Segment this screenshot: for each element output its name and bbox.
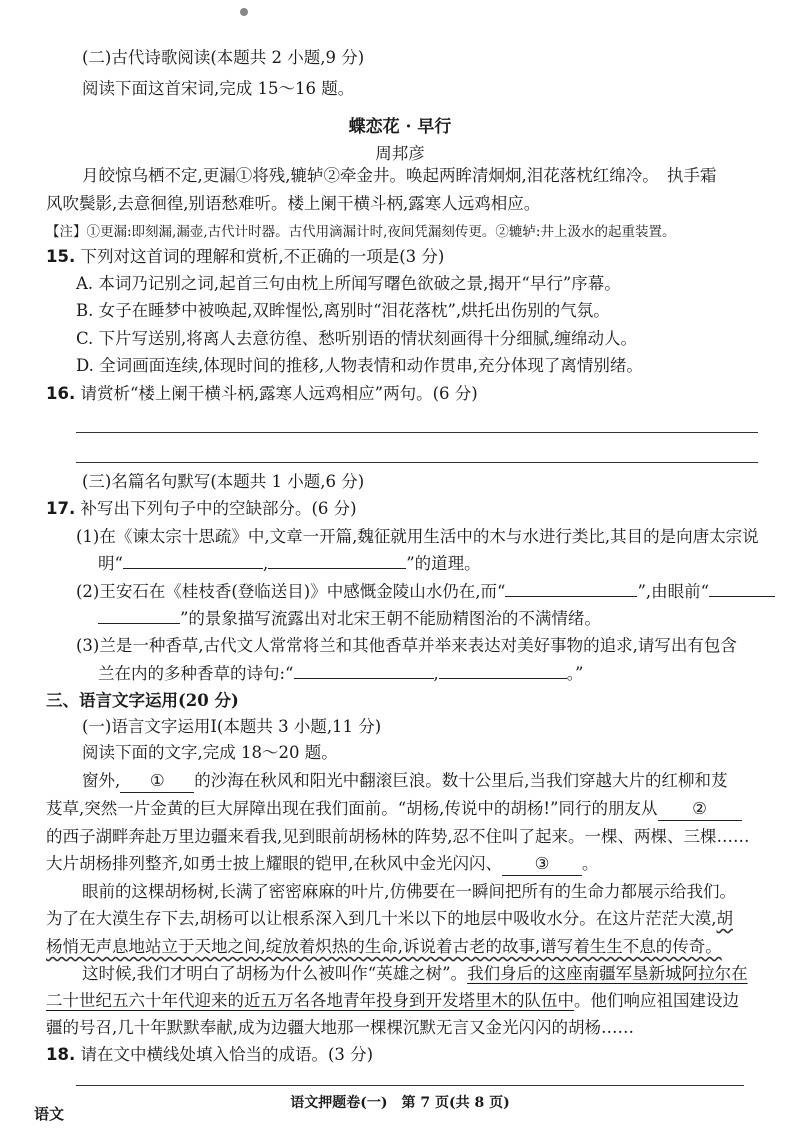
wavy-underlined-text: 胡 [716, 909, 733, 928]
passage-p1-line2: 芨草,突然一片金黄的巨大屏障出现在我们面前。“胡杨,传说中的胡杨!”同行的朋友从 ② [46, 798, 742, 821]
question-stem: 请在文中横线处填入恰当的成语。(3 分) [80, 1045, 374, 1064]
question-number: 17. [46, 499, 76, 518]
section-intro-language: 阅读下面的文字,完成 18～20 题。 [82, 743, 338, 762]
fill-blank[interactable] [123, 552, 263, 569]
subject-label: 语文 [34, 1105, 65, 1123]
fill-blank[interactable] [709, 580, 775, 597]
option-a: A. 本词乃记别之词,起首三句由枕上所闻写曙色欲破之景,揭开“早行”序幕。 [76, 274, 621, 293]
q17-part2-line2: ”的景象描写流露出对北宋王朝不能励精图治的不满情绪。 [98, 607, 601, 630]
poem-title: 蝶恋花 · 早行 [348, 117, 452, 137]
passage-p3-line1: 这时候,我们才明白了胡杨为什么被叫作“英雄之树”。我们身后的这座南疆军垦新城阿拉尔在 [82, 964, 748, 983]
answer-line [76, 1085, 744, 1086]
q17-part2-line1: (2)王安石在《桂枝香(登临送目)》中感慨金陵山水仍在,而“ ”,由眼前“ [76, 580, 775, 603]
blank-2[interactable]: ② [658, 798, 742, 821]
passage-p2-line3 [46, 936, 722, 958]
q17-part3-line1: (3)兰是一种香草,古代文人常常将兰和其他香草并举来表达对美好事物的追求,请写出有包含 [76, 636, 737, 655]
passage-p3-line2: 二十世纪五六十年代迎来的近五万名各地青年投身到开发塔里木的队伍中。他们响应祖国建设边 [46, 991, 739, 1010]
part-heading-language: 三、语言文字运用(20 分) [46, 691, 239, 710]
question-16 [46, 383, 478, 405]
poem-line-1: 月皎惊乌栖不定,更漏①将残,辘轳②牵金井。唤起两眸清炯炯,泪花落枕红绵冷。 执手霜 [82, 166, 717, 185]
fill-blank[interactable] [439, 662, 567, 679]
passage-p3-line3: 疆的号召,几十年默默奉献,成为边疆大地那一棵棵沉默无言又金光闪闪的胡杨…… [46, 1018, 634, 1037]
fill-blank[interactable] [98, 607, 180, 624]
option-b: B. 女子在睡梦中被唤起,双眸惺忪,离别时“泪花落枕”,烘托出伤别的气氛。 [76, 301, 610, 320]
fill-blank[interactable] [294, 662, 434, 679]
q17-part1-line2: 明“ , ”的道理。 [98, 554, 481, 573]
blank-1[interactable]: ① [120, 770, 194, 793]
fill-blank[interactable] [505, 580, 637, 597]
wavy-underlined-text: 杨悄无声息地站立于天地之间,绽放着炽热的生命,诉说着古老的故事,谱写着生生不息的传奇。 [46, 937, 722, 956]
question-number: 15. [46, 247, 76, 266]
q17-part3-line2: 兰在内的多种香草的诗句:“ , 。” [98, 664, 584, 683]
question-15 [46, 246, 444, 268]
poem-line-2: 风吹鬓影,去意徊徨,别语愁难听。楼上阑干横斗柄,露寒人远鸡相应。 [46, 194, 541, 213]
question-17 [46, 498, 357, 520]
answer-line [76, 432, 758, 433]
option-d: D. 全词画面连续,体现时间的推移,人物表情和动作贯串,充分体现了离情别绪。 [76, 356, 643, 375]
fill-blank[interactable] [268, 552, 406, 569]
poem-note: 【注】①更漏:即刻漏,漏壶,古代计时器。古代用滴漏计时,夜间凭漏刻传更。②辘轳:井上汲水的起重装置。 [46, 224, 676, 240]
underlined-sentence: 我们身后的这座南疆军垦新城阿拉尔在 [467, 964, 748, 983]
section-heading-poetry: (二)古代诗歌阅读(本题共 2 小题,9 分) [82, 48, 365, 67]
q17-part1-line1: (1)在《谏太宗十思疏》中,文章一开篇,魏征就用生活中的木与水进行类比,其目的是向唐太宗说 [76, 527, 759, 546]
question-stem: 补写出下列句子中的空缺部分。(6 分) [80, 499, 357, 518]
passage-p1-line4: 大片胡杨排列整齐,如勇士披上耀眼的铠甲,在秋风中金光闪闪、 ③ 。 [46, 853, 599, 876]
passage-p2-line2: 为了在大漠生存下去,胡杨可以让根系深入到几十米以下的地层中吸收水分。在这片茫茫大漠,胡 [46, 909, 733, 928]
question-stem: 请赏析“楼上阑干横斗柄,露寒人远鸡相应”两句。(6 分) [80, 384, 478, 403]
answer-line [76, 462, 758, 463]
passage-p1-line1: 窗外, ① 的沙海在秋风和阳光中翻滚巨浪。数十公里后,当我们穿越大片的红柳和芨 [82, 770, 728, 793]
passage-p2-line1: 眼前的这棵胡杨树,长满了密密麻麻的叶片,仿佛要在一瞬间把所有的生命力都展示给我们。 [82, 882, 736, 901]
section-heading-dictation: (三)名篇名句默写(本题共 1 小题,6 分) [82, 472, 365, 491]
question-number: 16. [46, 384, 76, 403]
section-heading-language-1: (一)语言文字运用Ⅰ(本题共 3 小题,11 分) [82, 717, 382, 736]
passage-p1-line3: 的西子湖畔奔赴万里边疆来看我,见到眼前胡杨林的阵势,忍不住叫了起来。一棵、两棵、三棵…… [46, 827, 750, 846]
option-c: C. 下片写送别,将离人去意彷徨、愁听别语的情状刻画得十分细腻,缠绵动人。 [76, 329, 638, 348]
page-footer: 语文押题卷(一) 第 7 页(共 8 页) [290, 1095, 510, 1111]
blank-3[interactable]: ③ [502, 853, 582, 876]
underlined-sentence: 二十世纪五六十年代迎来的近五万名各地青年投身到开发塔里木的队伍中 [46, 991, 574, 1010]
question-18 [46, 1044, 373, 1066]
question-stem: 下列对这首词的理解和赏析,不正确的一项是(3 分) [80, 247, 445, 266]
poem-author: 周邦彦 [375, 144, 425, 163]
section-intro-poetry: 阅读下面这首宋词,完成 15～16 题。 [82, 79, 355, 98]
scan-mark [240, 8, 248, 16]
question-number: 18. [46, 1045, 76, 1064]
